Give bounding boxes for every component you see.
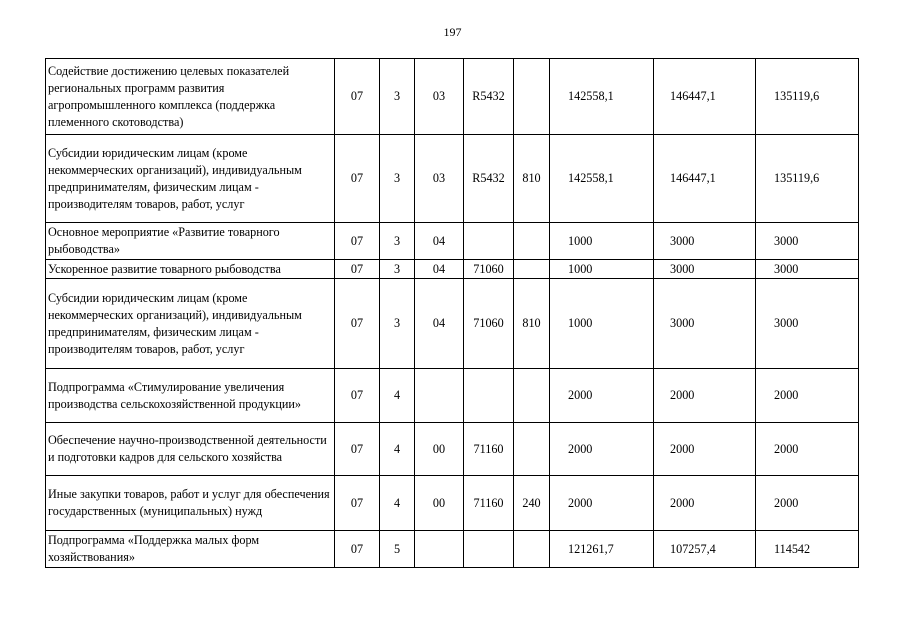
row-pp: 4 xyxy=(380,423,415,476)
row-om xyxy=(415,369,464,423)
table-row xyxy=(46,423,859,476)
table-row xyxy=(46,260,859,279)
row-name: Подпрограмма «Стимулирование увеличения производства сельскохозяйственной продукции» xyxy=(46,369,335,423)
row-code: R5432 xyxy=(464,135,514,223)
row-y1: 2000 xyxy=(550,476,654,531)
row-code: 71060 xyxy=(464,260,514,279)
row-y1: 1000 xyxy=(550,279,654,369)
row-grbs: 07 xyxy=(335,279,380,369)
table-row xyxy=(46,223,859,260)
row-code: R5432 xyxy=(464,59,514,135)
row-pp: 3 xyxy=(380,260,415,279)
row-vr xyxy=(514,59,550,135)
row-y1: 2000 xyxy=(550,369,654,423)
table-row xyxy=(46,279,859,369)
row-vr xyxy=(514,531,550,568)
row-code xyxy=(464,223,514,260)
row-code: 71060 xyxy=(464,279,514,369)
row-om: 03 xyxy=(415,59,464,135)
row-grbs: 07 xyxy=(335,476,380,531)
row-y3: 3000 xyxy=(756,223,859,260)
row-y1: 121261,7 xyxy=(550,531,654,568)
row-name: Субсидии юридическим лицам (кроме некоммерческих организаций), индивидуальным предпринимателям, физическим лицам - производителям товаров, работ, услуг xyxy=(46,135,335,223)
row-pp: 3 xyxy=(380,223,415,260)
row-pp: 3 xyxy=(380,135,415,223)
table-body xyxy=(46,59,859,568)
row-y1: 142558,1 xyxy=(550,135,654,223)
row-om: 04 xyxy=(415,260,464,279)
row-y2: 3000 xyxy=(654,260,756,279)
row-grbs: 07 xyxy=(335,369,380,423)
table-row xyxy=(46,476,859,531)
row-pp: 4 xyxy=(380,476,415,531)
row-vr: 810 xyxy=(514,279,550,369)
row-y2: 107257,4 xyxy=(654,531,756,568)
row-grbs: 07 xyxy=(335,59,380,135)
row-y1: 2000 xyxy=(550,423,654,476)
row-grbs: 07 xyxy=(335,223,380,260)
row-vr xyxy=(514,223,550,260)
row-name: Ускоренное развитие товарного рыбоводства xyxy=(46,260,335,279)
row-y3: 3000 xyxy=(756,260,859,279)
row-grbs: 07 xyxy=(335,531,380,568)
table-row xyxy=(46,59,859,135)
row-y3: 135119,6 xyxy=(756,135,859,223)
row-vr xyxy=(514,369,550,423)
row-y3: 114542 xyxy=(756,531,859,568)
row-y1: 1000 xyxy=(550,223,654,260)
row-vr xyxy=(514,423,550,476)
table-row xyxy=(46,531,859,568)
row-y3: 135119,6 xyxy=(756,59,859,135)
row-name: Подпрограмма «Поддержка малых форм хозяйствования» xyxy=(46,531,335,568)
table-row xyxy=(46,369,859,423)
row-y3: 3000 xyxy=(756,279,859,369)
row-name: Основное мероприятие «Развитие товарного рыбоводства» xyxy=(46,223,335,260)
row-om xyxy=(415,531,464,568)
page-number: 197 xyxy=(443,25,462,39)
row-y3: 2000 xyxy=(756,476,859,531)
row-om: 03 xyxy=(415,135,464,223)
row-om: 00 xyxy=(415,476,464,531)
row-pp: 3 xyxy=(380,59,415,135)
row-vr xyxy=(514,260,550,279)
row-y2: 146447,1 xyxy=(654,59,756,135)
row-pp: 3 xyxy=(380,279,415,369)
row-code xyxy=(464,531,514,568)
row-om: 04 xyxy=(415,279,464,369)
row-code: 71160 xyxy=(464,476,514,531)
row-pp: 4 xyxy=(380,369,415,423)
table-row xyxy=(46,135,859,223)
row-y3: 2000 xyxy=(756,369,859,423)
row-vr: 240 xyxy=(514,476,550,531)
row-code xyxy=(464,369,514,423)
row-name: Субсидии юридическим лицам (кроме некоммерческих организаций), индивидуальным предпринимателям, физическим лицам - производителям товаров, работ, услуг xyxy=(46,279,335,369)
row-y2: 2000 xyxy=(654,369,756,423)
row-grbs: 07 xyxy=(335,135,380,223)
row-y2: 2000 xyxy=(654,476,756,531)
row-code: 71160 xyxy=(464,423,514,476)
row-name: Содействие достижению целевых показателей региональных программ развития агропромышленного комплекса (поддержка племенного скотоводства) xyxy=(46,59,335,135)
row-y1: 142558,1 xyxy=(550,59,654,135)
row-grbs: 07 xyxy=(335,260,380,279)
row-name: Иные закупки товаров, работ и услуг для обеспечения государственных (муниципальных) нужд xyxy=(46,476,335,531)
row-y1: 1000 xyxy=(550,260,654,279)
row-y2: 2000 xyxy=(654,423,756,476)
row-vr: 810 xyxy=(514,135,550,223)
budget-table xyxy=(45,58,859,568)
row-pp: 5 xyxy=(380,531,415,568)
row-y2: 3000 xyxy=(654,279,756,369)
row-grbs: 07 xyxy=(335,423,380,476)
row-y2: 3000 xyxy=(654,223,756,260)
row-y2: 146447,1 xyxy=(654,135,756,223)
row-om: 04 xyxy=(415,223,464,260)
row-name: Обеспечение научно-производственной деятельности и подготовки кадров для сельского хозяйства xyxy=(46,423,335,476)
row-om: 00 xyxy=(415,423,464,476)
row-y3: 2000 xyxy=(756,423,859,476)
